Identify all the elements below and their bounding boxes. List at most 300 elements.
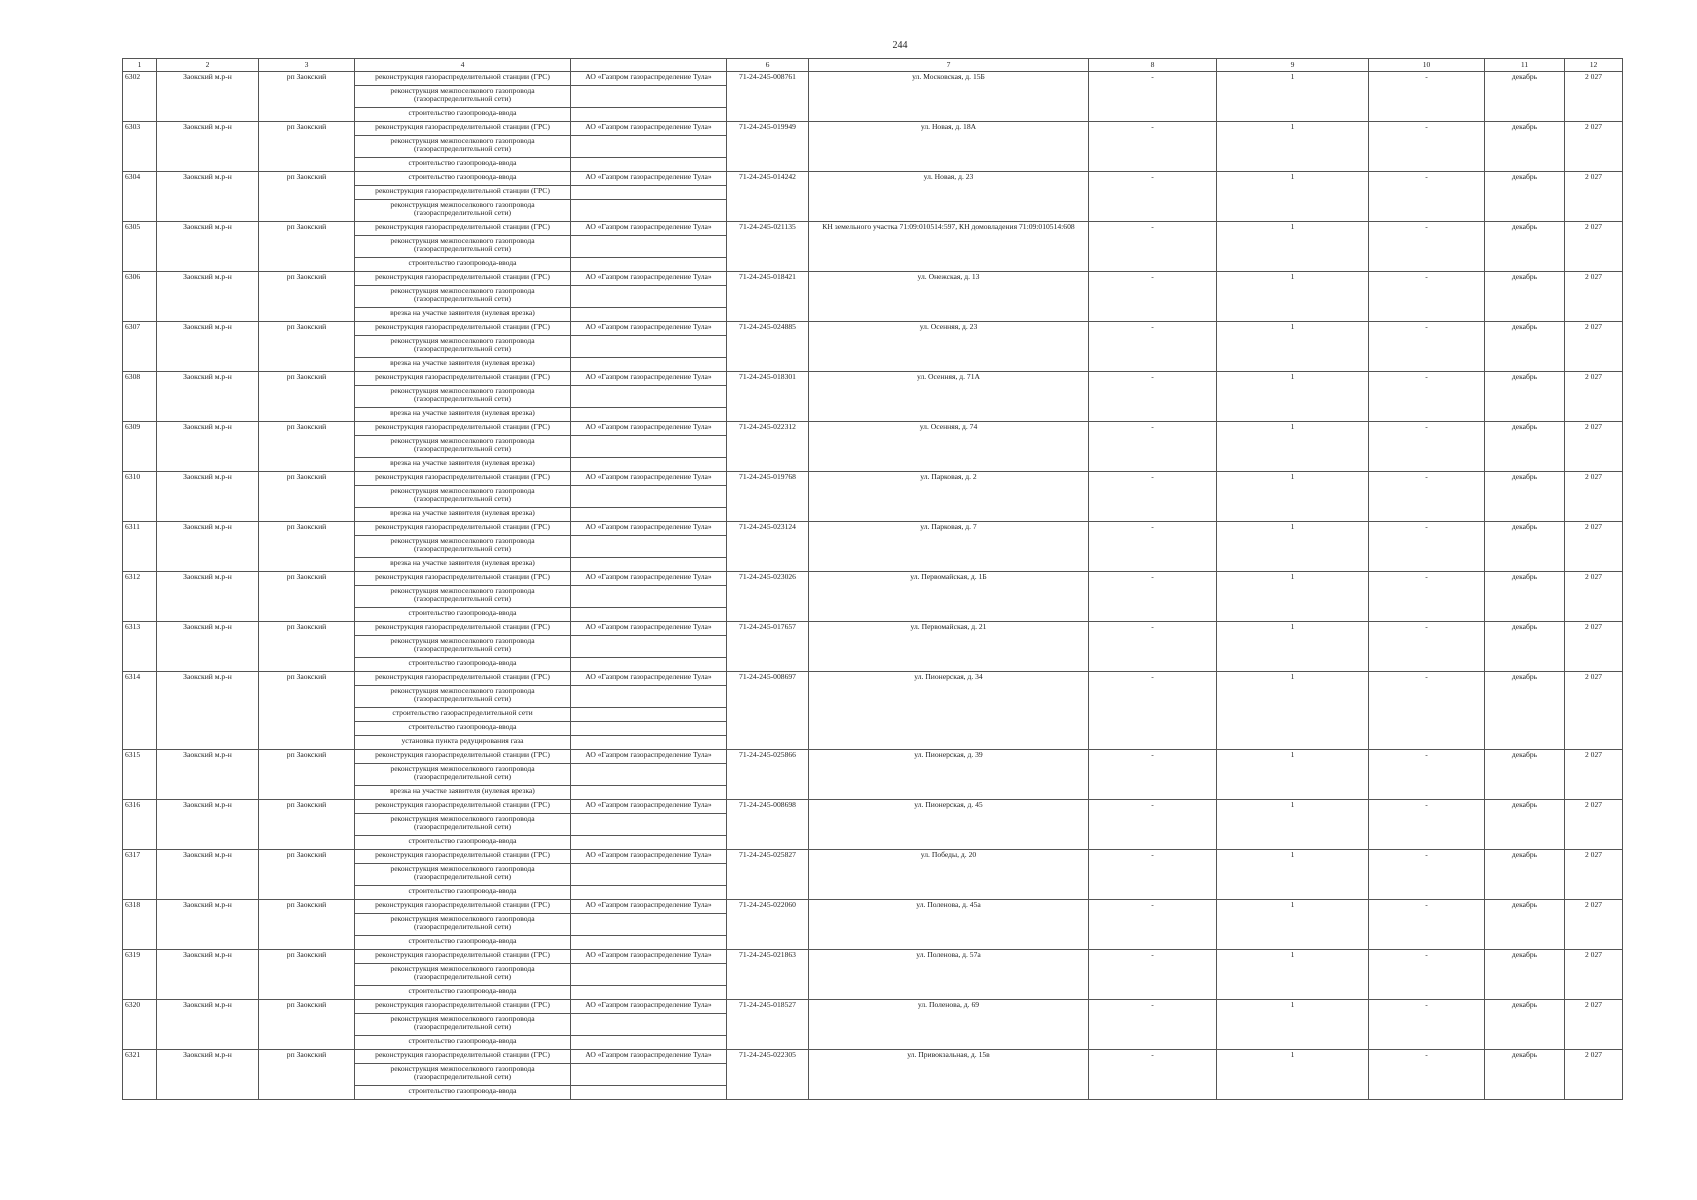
table-row (123, 572, 1623, 586)
table-row (123, 950, 1623, 964)
organization-cell-empty (571, 86, 727, 108)
row-number-cell: 6305 (123, 222, 157, 272)
col9-cell: 1 (1217, 522, 1369, 572)
organization-cell-empty (571, 786, 727, 800)
organization-cell-empty (571, 158, 727, 172)
work-type-cell: реконструкция межпоселкового газопровода (газораспределительной сети) (355, 864, 571, 886)
header-cell: 9 (1217, 59, 1369, 72)
work-type-cell: реконструкция межпоселкового газопровода (газораспределительной сети) (355, 586, 571, 608)
organization-cell-empty (571, 864, 727, 886)
organization-cell-empty (571, 258, 727, 272)
header-cell (571, 59, 727, 72)
application-code-cell: 71-24-245-024885 (727, 322, 809, 372)
organization-cell: АО «Газпром газораспределение Тула» (571, 472, 727, 486)
row-number-cell: 6308 (123, 372, 157, 422)
work-type-cell: реконструкция газораспределительной станции (ГРС) (355, 322, 571, 336)
organization-cell: АО «Газпром газораспределение Тула» (571, 172, 727, 186)
work-type-cell: реконструкция газораспределительной станции (ГРС) (355, 900, 571, 914)
settlement-cell: рп Заокский (259, 472, 355, 522)
col9-cell: 1 (1217, 1000, 1369, 1050)
col9-cell: 1 (1217, 422, 1369, 472)
work-type-cell: реконструкция межпоселкового газопровода (газораспределительной сети) (355, 286, 571, 308)
organization-cell-empty (571, 1014, 727, 1036)
col10-cell: - (1369, 322, 1485, 372)
work-type-cell: реконструкция межпоселкового газопровода (газораспределительной сети) (355, 536, 571, 558)
work-type-cell: врезка на участке заявителя (нулевая врезка) (355, 786, 571, 800)
year-cell: 2 027 (1565, 272, 1623, 322)
work-type-cell: реконструкция газораспределительной станции (ГРС) (355, 422, 571, 436)
work-type-cell: врезка на участке заявителя (нулевая врезка) (355, 558, 571, 572)
table-row (123, 272, 1623, 286)
col8-cell: - (1089, 622, 1217, 672)
month-cell: декабрь (1485, 272, 1565, 322)
settlement-cell: рп Заокский (259, 1000, 355, 1050)
row-number-cell: 6319 (123, 950, 157, 1000)
year-cell: 2 027 (1565, 750, 1623, 800)
work-type-cell: реконструкция газораспределительной станции (ГРС) (355, 572, 571, 586)
col8-cell: - (1089, 672, 1217, 750)
organization-cell: АО «Газпром газораспределение Тула» (571, 750, 727, 764)
work-type-cell: реконструкция газораспределительной станции (ГРС) (355, 1050, 571, 1064)
table-row (123, 122, 1623, 136)
organization-cell-empty (571, 836, 727, 850)
month-cell: декабрь (1485, 1050, 1565, 1100)
organization-cell: АО «Газпром газораспределение Тула» (571, 322, 727, 336)
organization-cell-empty (571, 608, 727, 622)
address-cell: ул. Поленова, д. 57а (809, 950, 1089, 1000)
work-type-cell: реконструкция межпоселкового газопровода (газораспределительной сети) (355, 86, 571, 108)
application-code-cell: 71-24-245-008761 (727, 72, 809, 122)
district-cell: Заокский м.р-н (157, 1050, 259, 1100)
district-cell: Заокский м.р-н (157, 850, 259, 900)
organization-cell-empty (571, 486, 727, 508)
settlement-cell: рп Заокский (259, 422, 355, 472)
year-cell: 2 027 (1565, 572, 1623, 622)
col10-cell: - (1369, 1050, 1485, 1100)
organization-cell: АО «Газпром газораспределение Тула» (571, 422, 727, 436)
application-code-cell: 71-24-245-018527 (727, 1000, 809, 1050)
address-cell: ул. Пионерская, д. 39 (809, 750, 1089, 800)
col10-cell: - (1369, 800, 1485, 850)
address-cell: ул. Осенняя, д. 23 (809, 322, 1089, 372)
organization-cell: АО «Газпром газораспределение Тула» (571, 522, 727, 536)
month-cell: декабрь (1485, 522, 1565, 572)
district-cell: Заокский м.р-н (157, 372, 259, 422)
district-cell: Заокский м.р-н (157, 672, 259, 750)
work-type-cell: строительство газопровода-ввода (355, 1086, 571, 1100)
table-row (123, 1000, 1623, 1014)
organization-cell-empty (571, 136, 727, 158)
settlement-cell: рп Заокский (259, 1050, 355, 1100)
organization-cell-empty (571, 436, 727, 458)
address-cell: ул. Первомайская, д. 1Б (809, 572, 1089, 622)
col9-cell: 1 (1217, 472, 1369, 522)
application-code-cell: 71-24-245-022305 (727, 1050, 809, 1100)
district-cell: Заокский м.р-н (157, 322, 259, 372)
work-type-cell: реконструкция межпоселкового газопровода (газораспределительной сети) (355, 686, 571, 708)
settlement-cell: рп Заокский (259, 372, 355, 422)
district-cell: Заокский м.р-н (157, 222, 259, 272)
col8-cell: - (1089, 472, 1217, 522)
application-code-cell: 71-24-245-019768 (727, 472, 809, 522)
year-cell: 2 027 (1565, 800, 1623, 850)
col10-cell: - (1369, 272, 1485, 322)
month-cell: декабрь (1485, 900, 1565, 950)
table-row (123, 422, 1623, 436)
organization-cell-empty (571, 458, 727, 472)
district-cell: Заокский м.р-н (157, 750, 259, 800)
organization-cell-empty (571, 736, 727, 750)
col8-cell: - (1089, 72, 1217, 122)
organization-cell-empty (571, 586, 727, 608)
organization-cell-empty (571, 1036, 727, 1050)
address-cell: ул. Осенняя, д. 74 (809, 422, 1089, 472)
year-cell: 2 027 (1565, 672, 1623, 750)
application-code-cell: 71-24-245-008697 (727, 672, 809, 750)
col8-cell: - (1089, 1050, 1217, 1100)
work-type-cell: реконструкция газораспределительной станции (ГРС) (355, 272, 571, 286)
district-cell: Заокский м.р-н (157, 522, 259, 572)
address-cell: ул. Новая, д. 18А (809, 122, 1089, 172)
col9-cell: 1 (1217, 622, 1369, 672)
month-cell: декабрь (1485, 322, 1565, 372)
col9-cell: 1 (1217, 322, 1369, 372)
organization-cell-empty (571, 1064, 727, 1086)
header-cell: 6 (727, 59, 809, 72)
col9-cell: 1 (1217, 672, 1369, 750)
table-row (123, 172, 1623, 186)
col9-cell: 1 (1217, 1050, 1369, 1100)
organization-cell-empty (571, 886, 727, 900)
col8-cell: - (1089, 272, 1217, 322)
district-cell: Заокский м.р-н (157, 800, 259, 850)
work-type-cell: реконструкция межпоселкового газопровода (газораспределительной сети) (355, 1014, 571, 1036)
col9-cell: 1 (1217, 72, 1369, 122)
organization-cell-empty (571, 708, 727, 722)
row-number-cell: 6312 (123, 572, 157, 622)
month-cell: декабрь (1485, 800, 1565, 850)
year-cell: 2 027 (1565, 900, 1623, 950)
application-code-cell: 71-24-245-022312 (727, 422, 809, 472)
work-type-cell: строительство газопровода-ввода (355, 172, 571, 186)
district-cell: Заокский м.р-н (157, 950, 259, 1000)
header-cell: 7 (809, 59, 1089, 72)
address-cell: ул. Поленова, д. 69 (809, 1000, 1089, 1050)
organization-cell-empty (571, 914, 727, 936)
address-cell: ул. Московская, д. 15Б (809, 72, 1089, 122)
year-cell: 2 027 (1565, 72, 1623, 122)
col8-cell: - (1089, 422, 1217, 472)
col9-cell: 1 (1217, 800, 1369, 850)
organization-cell-empty (571, 558, 727, 572)
col8-cell: - (1089, 850, 1217, 900)
organization-cell: АО «Газпром газораспределение Тула» (571, 672, 727, 686)
organization-cell: АО «Газпром газораспределение Тула» (571, 950, 727, 964)
district-cell: Заокский м.р-н (157, 172, 259, 222)
settlement-cell: рп Заокский (259, 172, 355, 222)
year-cell: 2 027 (1565, 172, 1623, 222)
row-number-cell: 6306 (123, 272, 157, 322)
work-type-cell: реконструкция газораспределительной станции (ГРС) (355, 622, 571, 636)
work-type-cell: строительство газопровода-ввода (355, 836, 571, 850)
row-number-cell: 6307 (123, 322, 157, 372)
work-type-cell: реконструкция газораспределительной станции (ГРС) (355, 186, 571, 200)
application-code-cell: 71-24-245-022060 (727, 900, 809, 950)
organization-cell-empty (571, 386, 727, 408)
organization-cell: АО «Газпром газораспределение Тула» (571, 900, 727, 914)
work-type-cell: реконструкция межпоселкового газопровода (газораспределительной сети) (355, 764, 571, 786)
settlement-cell: рп Заокский (259, 572, 355, 622)
work-type-cell: строительство газопровода-ввода (355, 722, 571, 736)
col9-cell: 1 (1217, 122, 1369, 172)
year-cell: 2 027 (1565, 522, 1623, 572)
month-cell: декабрь (1485, 672, 1565, 750)
row-number-cell: 6317 (123, 850, 157, 900)
row-number-cell: 6320 (123, 1000, 157, 1050)
year-cell: 2 027 (1565, 122, 1623, 172)
year-cell: 2 027 (1565, 950, 1623, 1000)
application-code-cell: 71-24-245-021863 (727, 950, 809, 1000)
work-type-cell: реконструкция газораспределительной станции (ГРС) (355, 950, 571, 964)
address-cell: ул. Парковая, д. 7 (809, 522, 1089, 572)
application-code-cell: 71-24-245-019949 (727, 122, 809, 172)
row-number-cell: 6304 (123, 172, 157, 222)
organization-cell-empty (571, 722, 727, 736)
organization-cell-empty (571, 186, 727, 200)
settlement-cell: рп Заокский (259, 272, 355, 322)
application-code-cell: 71-24-245-018301 (727, 372, 809, 422)
settlement-cell: рп Заокский (259, 800, 355, 850)
district-cell: Заокский м.р-н (157, 472, 259, 522)
work-type-cell: врезка на участке заявителя (нулевая врезка) (355, 408, 571, 422)
organization-cell: АО «Газпром газораспределение Тула» (571, 622, 727, 636)
application-code-cell: 71-24-245-023026 (727, 572, 809, 622)
table-row (123, 622, 1623, 636)
work-type-cell: строительство газопровода-ввода (355, 658, 571, 672)
work-type-cell: строительство газопровода-ввода (355, 986, 571, 1000)
table-row (123, 800, 1623, 814)
district-cell: Заокский м.р-н (157, 72, 259, 122)
col10-cell: - (1369, 522, 1485, 572)
application-code-cell: 71-24-245-025827 (727, 850, 809, 900)
col10-cell: - (1369, 622, 1485, 672)
organization-cell: АО «Газпром газораспределение Тула» (571, 272, 727, 286)
settlement-cell: рп Заокский (259, 900, 355, 950)
settlement-cell: рп Заокский (259, 622, 355, 672)
table-row (123, 672, 1623, 686)
year-cell: 2 027 (1565, 850, 1623, 900)
row-number-cell: 6303 (123, 122, 157, 172)
work-type-cell: реконструкция межпоселкового газопровода (газораспределительной сети) (355, 964, 571, 986)
table-row (123, 222, 1623, 236)
month-cell: декабрь (1485, 422, 1565, 472)
work-type-cell: реконструкция межпоселкового газопровода (газораспределительной сети) (355, 386, 571, 408)
organization-cell-empty (571, 358, 727, 372)
col10-cell: - (1369, 122, 1485, 172)
month-cell: декабрь (1485, 372, 1565, 422)
address-cell: ул. Победы, д. 20 (809, 850, 1089, 900)
work-type-cell: реконструкция газораспределительной станции (ГРС) (355, 522, 571, 536)
row-number-cell: 6311 (123, 522, 157, 572)
organization-cell-empty (571, 308, 727, 322)
work-type-cell: реконструкция газораспределительной станции (ГРС) (355, 1000, 571, 1014)
header-row (123, 59, 1623, 72)
month-cell: декабрь (1485, 122, 1565, 172)
organization-cell-empty (571, 408, 727, 422)
application-code-cell: 71-24-245-023124 (727, 522, 809, 572)
address-cell: ул. Онежская, д. 13 (809, 272, 1089, 322)
work-type-cell: реконструкция межпоселкового газопровода (газораспределительной сети) (355, 1064, 571, 1086)
work-type-cell: реконструкция газораспределительной станции (ГРС) (355, 472, 571, 486)
year-cell: 2 027 (1565, 1050, 1623, 1100)
col8-cell: - (1089, 322, 1217, 372)
header-cell: 11 (1485, 59, 1565, 72)
organization-cell: АО «Газпром газораспределение Тула» (571, 850, 727, 864)
col8-cell: - (1089, 950, 1217, 1000)
register-table (122, 58, 1623, 1100)
organization-cell-empty (571, 200, 727, 222)
address-cell: ул. Пионерская, д. 45 (809, 800, 1089, 850)
year-cell: 2 027 (1565, 472, 1623, 522)
address-cell: КН земельного участка 71:09:010514:597, КН домовладения 71:09:010514:608 (809, 222, 1089, 272)
col10-cell: - (1369, 850, 1485, 900)
work-type-cell: реконструкция межпоселкового газопровода (газораспределительной сети) (355, 336, 571, 358)
col9-cell: 1 (1217, 172, 1369, 222)
col9-cell: 1 (1217, 750, 1369, 800)
table-row (123, 322, 1623, 336)
settlement-cell: рп Заокский (259, 72, 355, 122)
organization-cell: АО «Газпром газораспределение Тула» (571, 800, 727, 814)
settlement-cell: рп Заокский (259, 122, 355, 172)
month-cell: декабрь (1485, 572, 1565, 622)
organization-cell-empty (571, 814, 727, 836)
work-type-cell: реконструкция газораспределительной станции (ГРС) (355, 222, 571, 236)
table-row (123, 750, 1623, 764)
month-cell: декабрь (1485, 850, 1565, 900)
district-cell: Заокский м.р-н (157, 1000, 259, 1050)
organization-cell-empty (571, 236, 727, 258)
table-row (123, 72, 1623, 86)
work-type-cell: реконструкция межпоселкового газопровода (газораспределительной сети) (355, 200, 571, 222)
col10-cell: - (1369, 1000, 1485, 1050)
work-type-cell: реконструкция газораспределительной станции (ГРС) (355, 672, 571, 686)
month-cell: декабрь (1485, 950, 1565, 1000)
organization-cell-empty (571, 764, 727, 786)
application-code-cell: 71-24-245-025866 (727, 750, 809, 800)
year-cell: 2 027 (1565, 372, 1623, 422)
month-cell: декабрь (1485, 222, 1565, 272)
work-type-cell: строительство газопровода-ввода (355, 108, 571, 122)
col10-cell: - (1369, 572, 1485, 622)
col9-cell: 1 (1217, 900, 1369, 950)
header-cell: 2 (157, 59, 259, 72)
header-cell: 3 (259, 59, 355, 72)
work-type-cell: строительство газопровода-ввода (355, 608, 571, 622)
table-row (123, 900, 1623, 914)
col8-cell: - (1089, 572, 1217, 622)
col9-cell: 1 (1217, 572, 1369, 622)
district-cell: Заокский м.р-н (157, 422, 259, 472)
application-code-cell: 71-24-245-018421 (727, 272, 809, 322)
work-type-cell: строительство газопровода-ввода (355, 158, 571, 172)
table-row (123, 522, 1623, 536)
row-number-cell: 6321 (123, 1050, 157, 1100)
work-type-cell: реконструкция газораспределительной станции (ГРС) (355, 750, 571, 764)
work-type-cell: строительство газораспределительной сети (355, 708, 571, 722)
col8-cell: - (1089, 172, 1217, 222)
col8-cell: - (1089, 750, 1217, 800)
work-type-cell: врезка на участке заявителя (нулевая врезка) (355, 458, 571, 472)
work-type-cell: врезка на участке заявителя (нулевая врезка) (355, 308, 571, 322)
header-cell: 4 (355, 59, 571, 72)
work-type-cell: строительство газопровода-ввода (355, 886, 571, 900)
organization-cell-empty (571, 964, 727, 986)
settlement-cell: рп Заокский (259, 322, 355, 372)
col8-cell: - (1089, 522, 1217, 572)
col10-cell: - (1369, 950, 1485, 1000)
address-cell: ул. Привокзальная, д. 15в (809, 1050, 1089, 1100)
settlement-cell: рп Заокский (259, 522, 355, 572)
table-row (123, 472, 1623, 486)
col9-cell: 1 (1217, 372, 1369, 422)
month-cell: декабрь (1485, 472, 1565, 522)
col10-cell: - (1369, 72, 1485, 122)
header-cell: 8 (1089, 59, 1217, 72)
row-number-cell: 6309 (123, 422, 157, 472)
col8-cell: - (1089, 372, 1217, 422)
work-type-cell: реконструкция межпоселкового газопровода (газораспределительной сети) (355, 236, 571, 258)
col9-cell: 1 (1217, 272, 1369, 322)
row-number-cell: 6302 (123, 72, 157, 122)
row-number-cell: 6313 (123, 622, 157, 672)
page-number: 244 (892, 40, 908, 51)
organization-cell: АО «Газпром газораспределение Тула» (571, 572, 727, 586)
col9-cell: 1 (1217, 850, 1369, 900)
organization-cell-empty (571, 536, 727, 558)
col10-cell: - (1369, 750, 1485, 800)
col8-cell: - (1089, 222, 1217, 272)
table-row (123, 850, 1623, 864)
district-cell: Заокский м.р-н (157, 272, 259, 322)
year-cell: 2 027 (1565, 422, 1623, 472)
header-cell: 12 (1565, 59, 1623, 72)
header-cell: 10 (1369, 59, 1485, 72)
address-cell: ул. Осенняя, д. 71А (809, 372, 1089, 422)
col9-cell: 1 (1217, 222, 1369, 272)
organization-cell: АО «Газпром газораспределение Тула» (571, 122, 727, 136)
address-cell: ул. Пионерская, д. 34 (809, 672, 1089, 750)
col8-cell: - (1089, 800, 1217, 850)
work-type-cell: реконструкция газораспределительной станции (ГРС) (355, 122, 571, 136)
row-number-cell: 6314 (123, 672, 157, 750)
district-cell: Заокский м.р-н (157, 900, 259, 950)
header-cell: 1 (123, 59, 157, 72)
work-type-cell: реконструкция газораспределительной станции (ГРС) (355, 850, 571, 864)
col9-cell: 1 (1217, 950, 1369, 1000)
col8-cell: - (1089, 900, 1217, 950)
application-code-cell: 71-24-245-017657 (727, 622, 809, 672)
district-cell: Заокский м.р-н (157, 122, 259, 172)
row-number-cell: 6318 (123, 900, 157, 950)
work-type-cell: строительство газопровода-ввода (355, 936, 571, 950)
work-type-cell: реконструкция газораспределительной станции (ГРС) (355, 372, 571, 386)
application-code-cell: 71-24-245-014242 (727, 172, 809, 222)
col10-cell: - (1369, 472, 1485, 522)
district-cell: Заокский м.р-н (157, 622, 259, 672)
work-type-cell: врезка на участке заявителя (нулевая врезка) (355, 358, 571, 372)
settlement-cell: рп Заокский (259, 750, 355, 800)
settlement-cell: рп Заокский (259, 222, 355, 272)
